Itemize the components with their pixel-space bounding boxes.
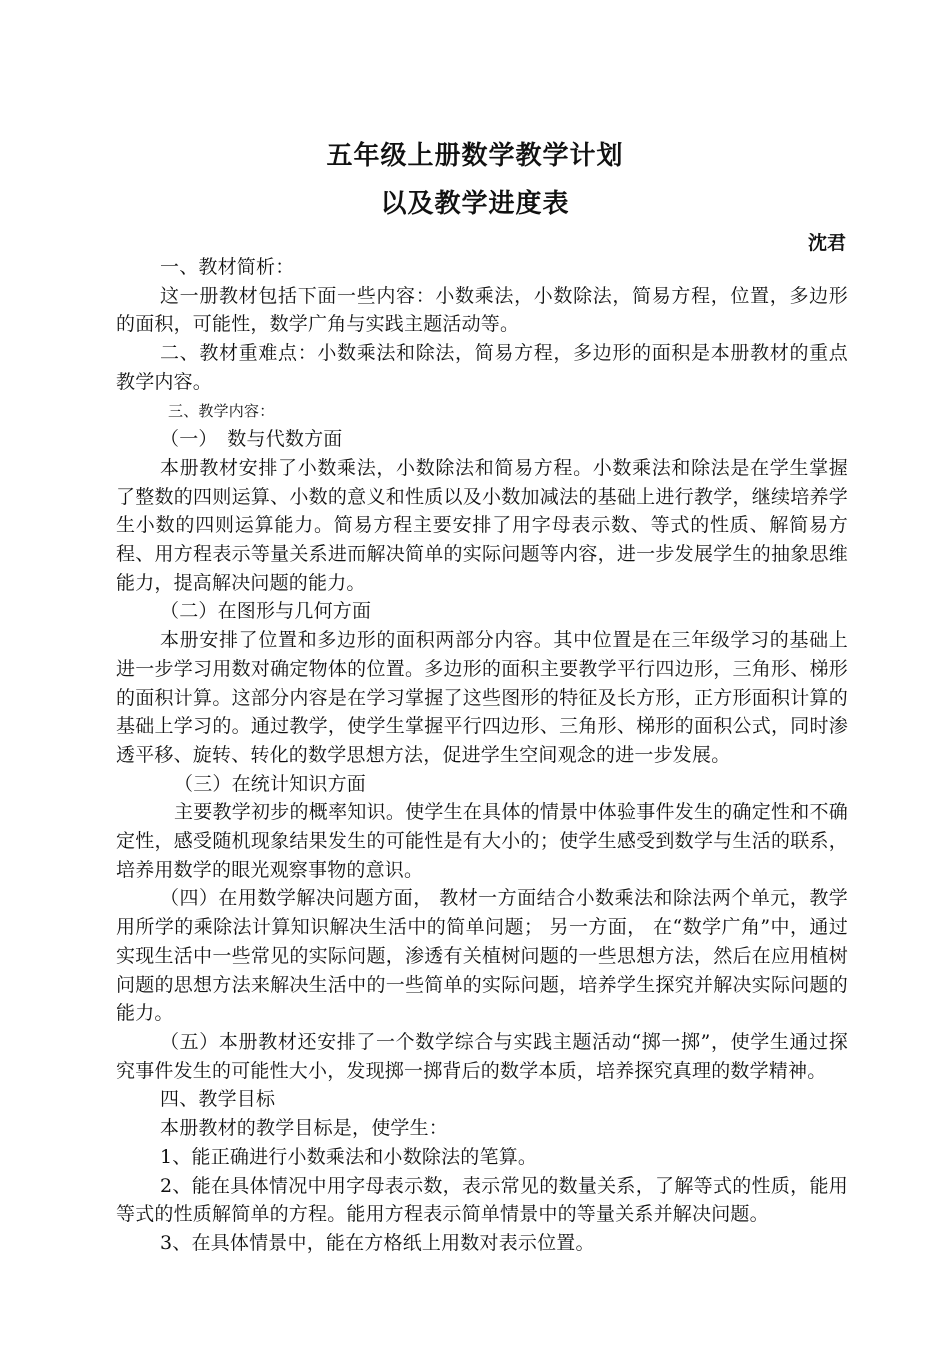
section-heading-textbook-analysis: 一、教材简析： (160, 256, 295, 278)
goal-item-2: 2、能在具体情况中用字母表示数，表示常见的数量关系，了解等式的性质，能用等式的性质解简单的方程。能用方程表示简单情景中的等量关系并解决问题。 (116, 1174, 848, 1226)
author-name: 沈君 (807, 232, 846, 254)
goal-item-1: 1、能正确进行小数乘法和小数除法的笔算。 (160, 1145, 538, 1168)
paragraph-practice-activity: （五）本册教材还安排了一个数学综合与实践主题活动“掷一掷”，使学生通过探究事件发生的可能性大小，发现掷一掷背后的数学本质，培养探究真理的数学精神。 (116, 1030, 848, 1082)
document-title: 五年级上册数学教学计划 (326, 141, 624, 171)
document-subtitle: 以及教学进度表 (380, 189, 570, 219)
paragraph-numbers-algebra: 本册教材安排了小数乘法，小数除法和简易方程。小数乘法和除法是在学生掌握了整数的四则运算、小数的意义和性质以及小数加减法的基础上进行教学，继续培养学生小数的四则运算能力。简易方程主要安排了用字母表示数、等式的性质、解简易方程、用方程表示等量关系进而解决简单的实际问题等内容，进一步发展学生的抽象思维能力，提高解决问题的能力。 (116, 456, 848, 594)
document-body (116, 253, 848, 1258)
section-heading-teaching-content: 三、教学内容： (168, 401, 275, 420)
section-heading-teaching-goals: 四、教学目标 (160, 1088, 276, 1111)
goal-item-3: 3、在具体情景中，能在方格纸上用数对表示位置。 (160, 1231, 595, 1254)
subheading-geometry: （二）在图形与几何方面 (160, 600, 372, 623)
paragraph-geometry: 本册安排了位置和多边形的面积两部分内容。其中位置是在三年级学习的基础上进一步学习用数对确定物体的位置。多边形的面积主要教学平行四边形，三角形、梯形的面积计算。这部分内容是在学习掌握了这些图形的特征及长方形，正方形面积计算的基础上学习的。通过教学，使学生掌握平行四边形、三角形、梯形的面积公式，同时渗透平移、旋转、转化的数学思想方法，促进学生空间观念的进一步发展。 (116, 629, 848, 766)
subheading-numbers-algebra: （一） 数与代数方面 (160, 428, 343, 451)
paragraph-textbook-contents: 这一册教材包括下面一些内容：小数乘法，小数除法，简易方程，位置，多边形的面积，可能性，数学广角与实践主题活动等。 (116, 284, 848, 336)
subheading-statistics: （三）在统计知识方面 (174, 772, 367, 795)
paragraph-statistics: 主要教学初步的概率知识。使学生在具体的情景中体验事件发生的确定性和不确定性，感受随机现象结果发生的可能性是有大小的；使学生感受到数学与生活的联系，培养用数学的眼光观察事物的意识。 (116, 801, 848, 881)
paragraph-goals-intro: 本册教材的教学目标是，使学生： (160, 1117, 449, 1140)
paragraph-problem-solving: （四）在用数学解决问题方面， 教材一方面结合小数乘法和除法两个单元，教学用所学的乘除法计算知识解决生活中的简单问题； 另一方面， 在“数学广角”中，通过实现生活中一些常见的实际问题，渗透有关植树问题的一些思想方法，然后在应用植树问题的思想方法来解决生活中的一些简单的实际问题，培养学生探究并解决实际问题的能力。 (116, 887, 848, 1025)
paragraph-key-difficulties: 二、教材重难点：小数乘法和除法，简易方程，多边形的面积是本册教材的重点教学内容。 (116, 342, 848, 393)
